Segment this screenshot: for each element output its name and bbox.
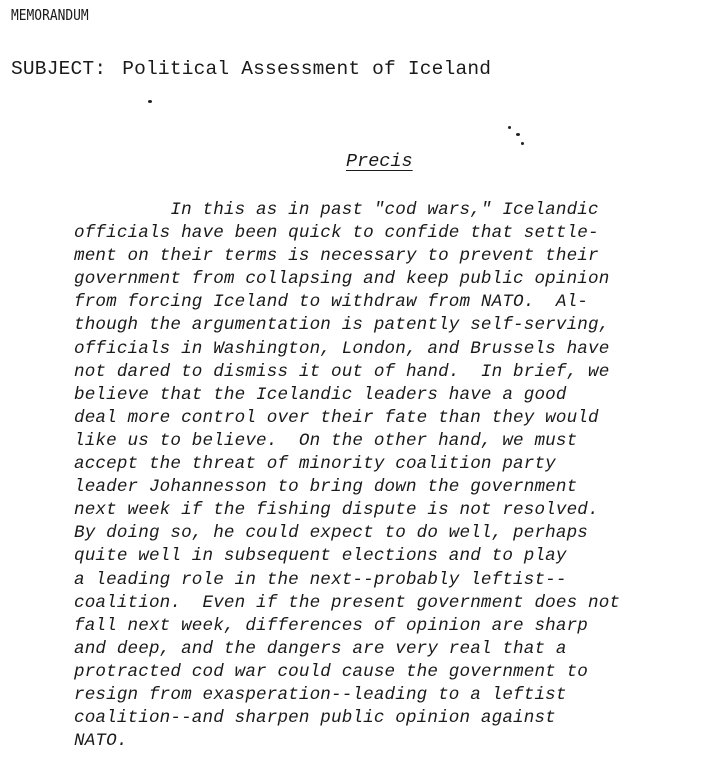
body-line: coalition. Even if the present government does not: [74, 592, 621, 613]
memo-header: MEMORANDUM: [11, 6, 89, 24]
precis-title: Precis: [346, 151, 413, 172]
body-line: In this as in past "cod wars," Icelandic: [74, 200, 599, 220]
body-line: fall next week, differences of opinion are sharp: [74, 615, 588, 636]
body-line: believe that the Icelandic leaders have a good: [74, 384, 567, 405]
body-line: and deep, and the dangers are very real that a: [74, 638, 567, 659]
subject-label: SUBJECT:: [11, 58, 107, 80]
body-line: ment on their terms is necessary to prevent their: [74, 246, 599, 267]
body-line: NATO.: [74, 731, 128, 752]
body-line: officials in Washington, London, and Brussels have: [74, 338, 610, 359]
body-line: from forcing Iceland to withdraw from NATO. Al-: [74, 292, 588, 313]
scan-speck: [148, 100, 152, 103]
subject-line: [11, 58, 491, 80]
body-line: By doing so, he could expect to do well, perhaps: [74, 523, 588, 544]
body-line: a leading role in the next--probably leftist--: [74, 569, 567, 590]
scan-speck: [521, 142, 524, 145]
body-line: leader Johannesson to bring down the government: [74, 477, 578, 498]
body-line: not dared to dismiss it out of hand. In brief, we: [74, 361, 610, 382]
body-line: resign from exasperation--leading to a leftist: [74, 684, 567, 705]
body-line: government from collapsing and keep public opinion: [74, 269, 610, 290]
body-line: coalition--and sharpen public opinion against: [74, 708, 556, 729]
body-line: though the argumentation is patently self-serving,: [74, 315, 610, 336]
body-line: deal more control over their fate than they would: [74, 407, 599, 428]
precis-body: [74, 199, 694, 753]
body-line: accept the threat of minority coalition party: [74, 454, 556, 475]
subject-text: Political Assessment of Iceland: [122, 58, 492, 80]
scan-speck: [508, 126, 511, 129]
scan-speck: [516, 133, 520, 136]
body-line: protracted cod war could cause the government to: [74, 661, 588, 682]
body-line: officials have been quick to confide that settle-: [74, 223, 599, 244]
body-line: next week if the fishing dispute is not resolved.: [74, 500, 599, 521]
body-line: quite well in subsequent elections and to play: [74, 546, 567, 567]
body-line: like us to believe. On the other hand, we must: [74, 430, 578, 451]
